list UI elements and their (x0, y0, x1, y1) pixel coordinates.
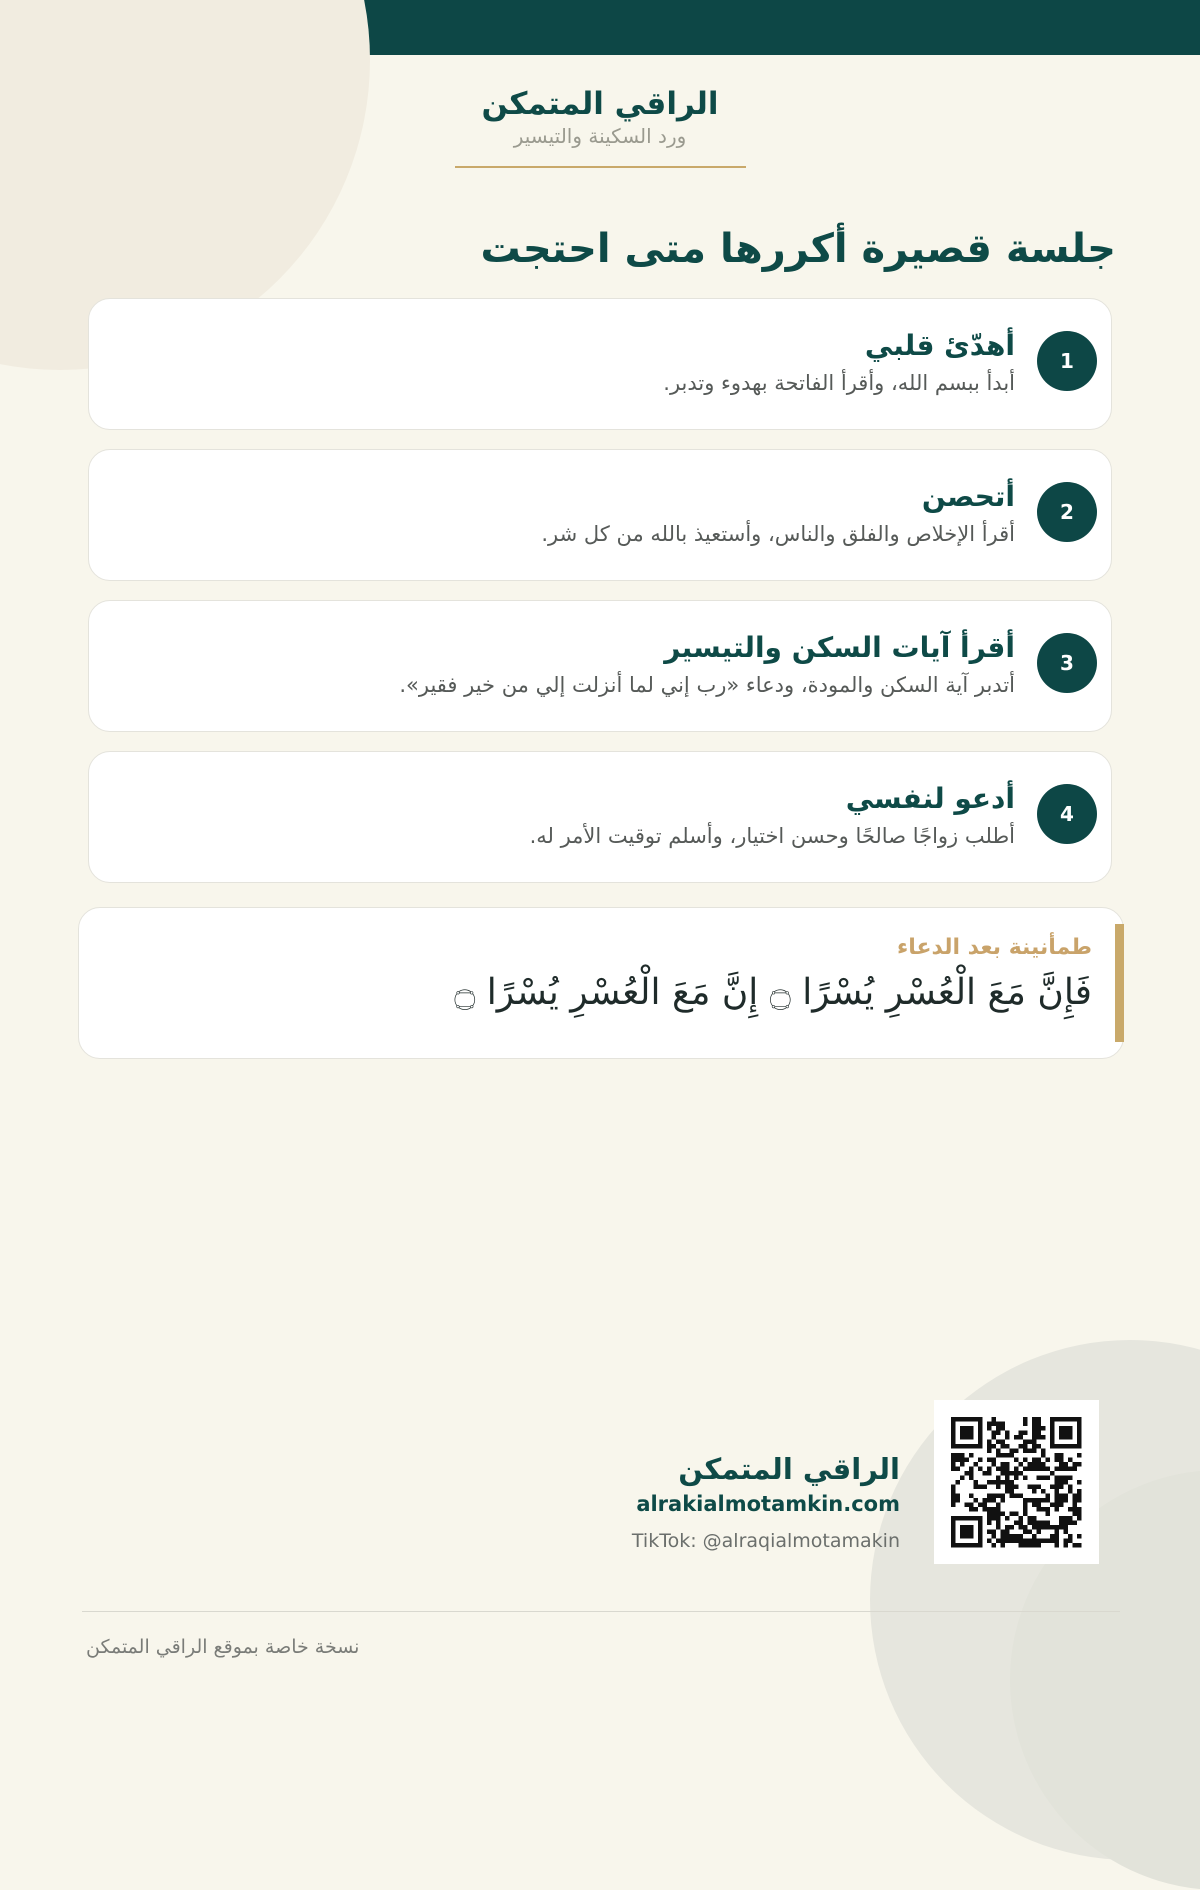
step-description: أقرأ الإخلاص والفلق والناس، وأستعيذ بالله من كل شر. (541, 522, 1015, 546)
step-title: أقرأ آيات السكن والتيسير (664, 631, 1015, 664)
step-card-1 (88, 298, 1112, 430)
step-card-3 (88, 600, 1112, 732)
step-description: أبدأ ببسم الله، وأقرأ الفاتحة بهدوء وتدبر. (663, 371, 1015, 395)
footer-website-link[interactable]: alrakialmotamkin.com (636, 1492, 900, 1516)
step-card-4 (88, 751, 1112, 883)
step-number-badge: 4 (1037, 784, 1097, 844)
step-description: أطلب زواجًا صالحًا وحسن اختيار، وأسلم توقيت الأمر له. (529, 824, 1015, 848)
quote-verse: فَإِنَّ مَعَ الْعُسْرِ يُسْرًا ۝ إِنَّ مَعَ الْعُسْرِ يُسْرًا ۝ (454, 972, 1092, 1013)
quote-accent-bar (1115, 924, 1124, 1042)
step-title: أتحصن (921, 480, 1015, 513)
step-description: أتدبر آية السكن والمودة، ودعاء «رب إني لما أنزلت إلي من خير فقير». (399, 673, 1015, 697)
step-title: أدعو لنفسي (845, 782, 1015, 815)
brand-title: الراقي المتمكن (481, 86, 719, 122)
step-card-2 (88, 449, 1112, 581)
footer-divider (82, 1611, 1120, 1612)
step-number-badge: 2 (1037, 482, 1097, 542)
step-number-badge: 1 (1037, 331, 1097, 391)
header-brand (0, 86, 1200, 148)
header-divider (455, 166, 746, 168)
footer-note: نسخة خاصة بموقع الراقي المتمكن (86, 1636, 360, 1658)
qr-code-icon (934, 1400, 1099, 1564)
step-number-badge: 3 (1037, 633, 1097, 693)
quote-label: طمأنينة بعد الدعاء (896, 935, 1092, 960)
footer-brand: الراقي المتمكن (678, 1452, 900, 1486)
brand-subtitle: ورد السكينة والتيسير (513, 124, 687, 148)
step-title: أهدّئ قلبي (864, 329, 1015, 362)
page-title: جلسة قصيرة أكررها متى احتجت (480, 226, 1116, 272)
footer-tiktok-handle: TikTok: @alraqialmotamakin (631, 1530, 900, 1552)
